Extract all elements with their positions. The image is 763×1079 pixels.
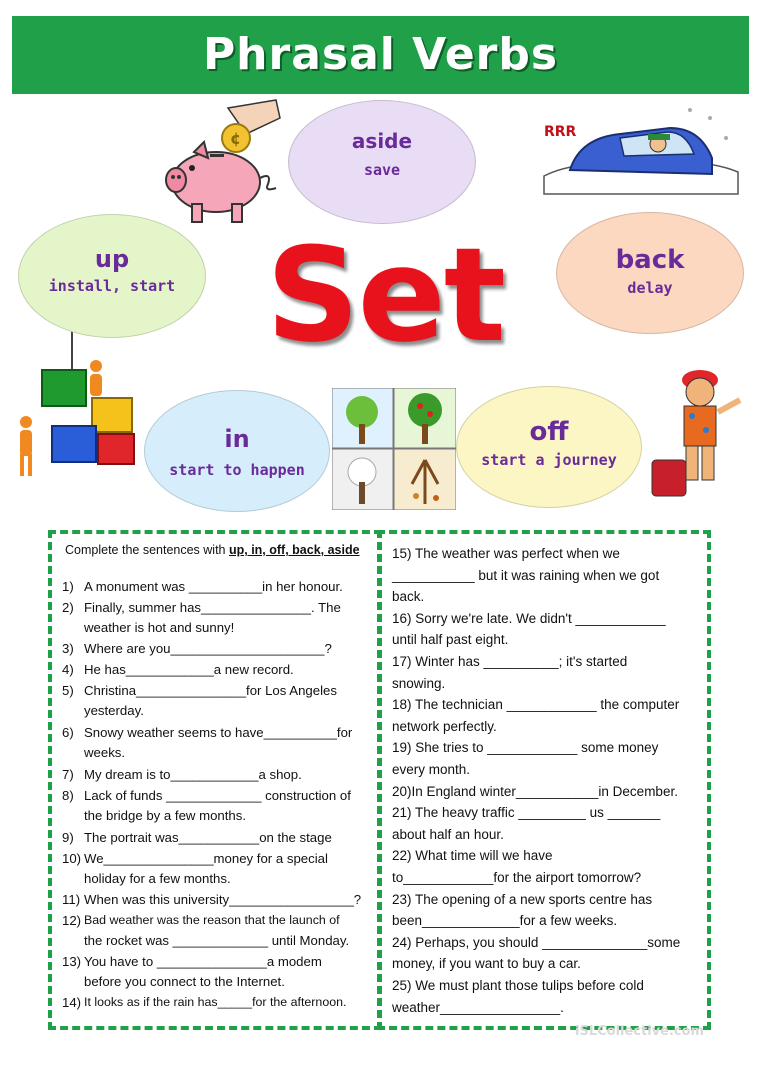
sentence-text: been_____________for a few weeks.	[392, 913, 618, 929]
sentence-text: Lack of funds _____________ construction of	[84, 788, 351, 803]
sentence-text: 15) The weather was perfect when we	[392, 546, 620, 561]
sentence-text: 21) The heavy traffic _________ us _______	[392, 805, 661, 821]
sentence-text: before you connect to the Internet.	[84, 974, 285, 989]
sentence-text: weather________________.	[392, 999, 564, 1015]
page-title: Phrasal Verbs	[202, 29, 559, 80]
sentence-text: the rocket was _____________ until Monday.	[84, 933, 350, 948]
sentence-number: 9)	[62, 830, 74, 845]
sentence-number: 2)	[62, 600, 74, 615]
traveler-illustration	[648, 360, 748, 510]
oval-up	[18, 214, 206, 338]
car-in-snow-illustration	[540, 98, 740, 198]
instructions-prefix: Complete the sentences with	[65, 543, 229, 557]
sentence-text: money, if you want to buy a car.	[392, 956, 581, 972]
particle-meaning-off: start a journey	[481, 451, 617, 469]
sentence-text: The portrait was___________on the stage	[84, 830, 332, 845]
sentence-text: every month.	[392, 762, 471, 777]
sentence-text: back.	[392, 589, 425, 605]
sentence-text: 22) What time will we have	[392, 848, 553, 864]
sentence-number: 5)	[62, 683, 74, 698]
instructions	[65, 543, 360, 557]
sentence-text: yesterday.	[84, 703, 144, 718]
sentence-text: 19) She tries to ____________ some money	[392, 740, 659, 756]
sentence-number: 4)	[62, 662, 74, 677]
watermark: iSLCollective.com	[575, 1024, 705, 1039]
sentence-text: the bridge by a few months.	[84, 808, 247, 823]
sentence-number: 10)	[62, 851, 82, 866]
seasons-illustration	[332, 388, 456, 510]
sentence-text: My dream is to____________a shop.	[84, 767, 302, 782]
sentence-number: 12)	[62, 913, 82, 928]
sentence-number: 3)	[62, 641, 74, 656]
particle-word-off: off	[529, 417, 569, 447]
sentence-text: to____________for the airport tomorrow?	[392, 870, 642, 885]
sentence-text: 20)In England winter___________in December.	[392, 783, 678, 799]
sentence-text: 18) The technician ____________ the computer	[392, 697, 680, 713]
particle-meaning-in: start to happen	[169, 461, 305, 479]
particle-meaning-back: delay	[627, 279, 673, 297]
particle-word-in: in	[224, 425, 250, 453]
sentence-number: 14)	[62, 995, 82, 1010]
sentence-text: 23) The opening of a new sports centre has	[392, 891, 653, 907]
title-banner	[12, 16, 749, 94]
sentence-number: 8)	[62, 788, 74, 803]
sentence-text: Snowy weather seems to have__________for	[84, 725, 353, 740]
instructions-particles: up, in, off, back, aside	[228, 543, 360, 557]
particle-word-back: back	[615, 245, 685, 275]
sentence-number: 7)	[62, 767, 74, 782]
sentence-text: 24) Perhaps, you should ______________some	[392, 934, 681, 950]
sentence-text: It looks as if the rain has_____for the afternoon.	[84, 995, 347, 1009]
sentence-text: You have to _______________a modem	[84, 954, 322, 969]
oval-in	[144, 390, 330, 512]
sentence-text: Bad weather was the reason that the launch of	[84, 913, 340, 927]
sentence-text: A monument was __________in her honour.	[84, 579, 343, 594]
sentence-text: ___________ but it was raining when we got	[392, 567, 660, 583]
sentence-text: He has____________a new record.	[84, 662, 294, 677]
sentence-text: weeks.	[84, 745, 126, 760]
main-verb: Set	[266, 219, 504, 371]
sentence-text: about half an hour.	[392, 826, 504, 842]
puzzle-people-illustration	[12, 330, 142, 490]
sentence-number: 11)	[62, 892, 81, 907]
svg-text:RRR: RRR	[544, 124, 577, 140]
piggy-bank-illustration	[158, 98, 288, 228]
sentence-text: 16) Sorry we're late. We didn't ____________	[392, 610, 666, 626]
sentence-text: We_______________money for a special	[84, 851, 328, 866]
particle-meaning-up: install, start	[48, 277, 176, 295]
sentence-text: network perfectly.	[392, 718, 497, 734]
sentence-text: 25) We must plant those tulips before cold	[392, 978, 644, 993]
sentence-text: Finally, summer has_______________. The	[84, 600, 341, 615]
sentence-number: 13)	[62, 954, 82, 969]
oval-off	[456, 386, 642, 508]
sentence-text: weather is hot and sunny!	[84, 620, 235, 635]
sentence-text: Christina_______________for Los Angeles	[84, 683, 337, 698]
sentence-text: Where are you_____________________?	[84, 641, 332, 656]
sentence-text: snowing.	[392, 675, 446, 691]
sentence-text: When was this university_________________?	[84, 892, 362, 907]
sentence-text: until half past eight.	[392, 632, 509, 648]
sentence-number: 1)	[62, 579, 74, 594]
particle-word-up: up	[94, 245, 130, 273]
sentence-text: holiday for a few months.	[84, 871, 231, 886]
svg-text:¢: ¢	[230, 129, 242, 148]
particle-meaning-aside: save	[363, 161, 401, 179]
oval-aside	[288, 100, 476, 224]
oval-back	[556, 212, 744, 334]
sentence-text: 17) Winter has __________; it's started	[392, 654, 628, 669]
sentence-number: 6)	[62, 725, 74, 740]
particle-word-aside: aside	[351, 129, 413, 153]
